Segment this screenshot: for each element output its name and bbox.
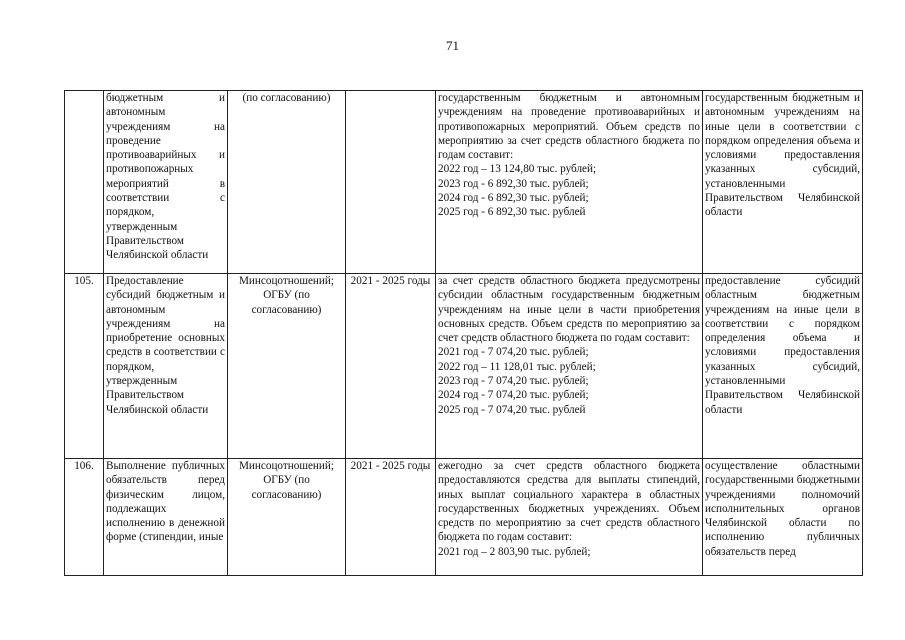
description-cell xyxy=(436,91,703,274)
page-number: 71 xyxy=(446,38,459,53)
row-number xyxy=(65,91,104,274)
year-amount: 2021 год – 2 803,90 тыс. рублей; xyxy=(438,545,591,558)
year-amount: 2023 год - 7 074,20 тыс. рублей; xyxy=(438,375,589,388)
row-number: 105. xyxy=(65,274,104,459)
year-amount: 2021 год - 7 074,20 тыс. рублей; xyxy=(438,346,589,359)
row-number: 106. xyxy=(65,459,104,576)
year-amount: 2023 год - 6 892,30 тыс. рублей; xyxy=(438,177,589,190)
description-text: за счет средств областного бюджета предусмотрены субсидии областным государственным бюджетным учреждениям на иные цели в части приобретения основных средств. Объем средств по мероприятию за счет средств областного бюджета по годам составит: xyxy=(438,275,700,345)
measure-name: Выполнение публичных обязательств перед физическим лицом, подлежащих исполнению в денежной форме (стипендии, иные xyxy=(106,460,225,544)
period xyxy=(346,91,436,274)
description-cell xyxy=(436,459,703,576)
expected-result: осуществление областными государственными бюджетными учреждениями полномочий исполнительных органов Челябинской области по исполнению публичных обязательств перед xyxy=(705,460,860,558)
description-text: ежегодно за счет средств областного бюджета предоставляются средства для выплаты стипендий, иных выплат социального характера в областных государственных бюджетных учреждениях. Объем средств по мероприятию за счет средств областного бюджета по годам составит: xyxy=(438,460,700,544)
executor: Минсоцотношений; ОГБУ (по согласованию) xyxy=(228,274,346,459)
table-row xyxy=(65,459,863,576)
measure-name: бюджетным и автономным учреждениям на проведение противоаварийных и противопожарных мероприятий в соответствии с порядком, утвержденным Правительством Челябинской области xyxy=(104,91,228,274)
year-amount: 2024 год - 7 074,20 тыс. рублей; xyxy=(438,389,589,402)
executor: Минсоцотношений; ОГБУ (по согласованию) xyxy=(238,460,335,501)
expected-result: государственным бюджетным и автономным учреждениям на иные цели в соответствии с порядком определения объема и условиями предоставления указанных субсидий, установленными Правительством Челябинской области xyxy=(703,91,863,274)
description-text: государственным бюджетным и автономным учреждениям на проведение противоаварийных и противопожарных мероприятий. Объем средств по мероприятию за счет средств областного бюджета по годам составит: xyxy=(438,92,700,162)
table-row xyxy=(65,274,863,459)
measures-table xyxy=(64,90,863,576)
year-amount: 2025 год - 6 892,30 тыс. рублей xyxy=(438,206,586,219)
year-amount: 2022 год – 13 124,80 тыс. рублей; xyxy=(438,163,597,176)
period: 2021 - 2025 годы xyxy=(346,274,436,459)
year-amount: 2024 год - 6 892,30 тыс. рублей; xyxy=(438,192,589,205)
executor: (по согласованию) xyxy=(228,91,346,274)
year-amount: 2022 год – 11 128,01 тыс. рублей; xyxy=(438,360,596,373)
year-amount: 2025 год - 7 074,20 тыс. рублей xyxy=(438,403,586,416)
expected-result: предоставление субсидий областным бюджетным учреждениям на иные цели в соответствии с порядком определения объема и условиями предоставления указанных субсидий, установленными Правительством Челябинской области xyxy=(703,274,863,459)
description-cell xyxy=(436,274,703,459)
measure-name: Предоставление субсидий бюджетным и автономным учреждениям на приобретение основных средств в соответствии с порядком, утвержденным Правительством Челябинской области xyxy=(104,274,228,459)
table-row xyxy=(65,91,863,274)
period: 2021 - 2025 годы xyxy=(350,460,431,472)
